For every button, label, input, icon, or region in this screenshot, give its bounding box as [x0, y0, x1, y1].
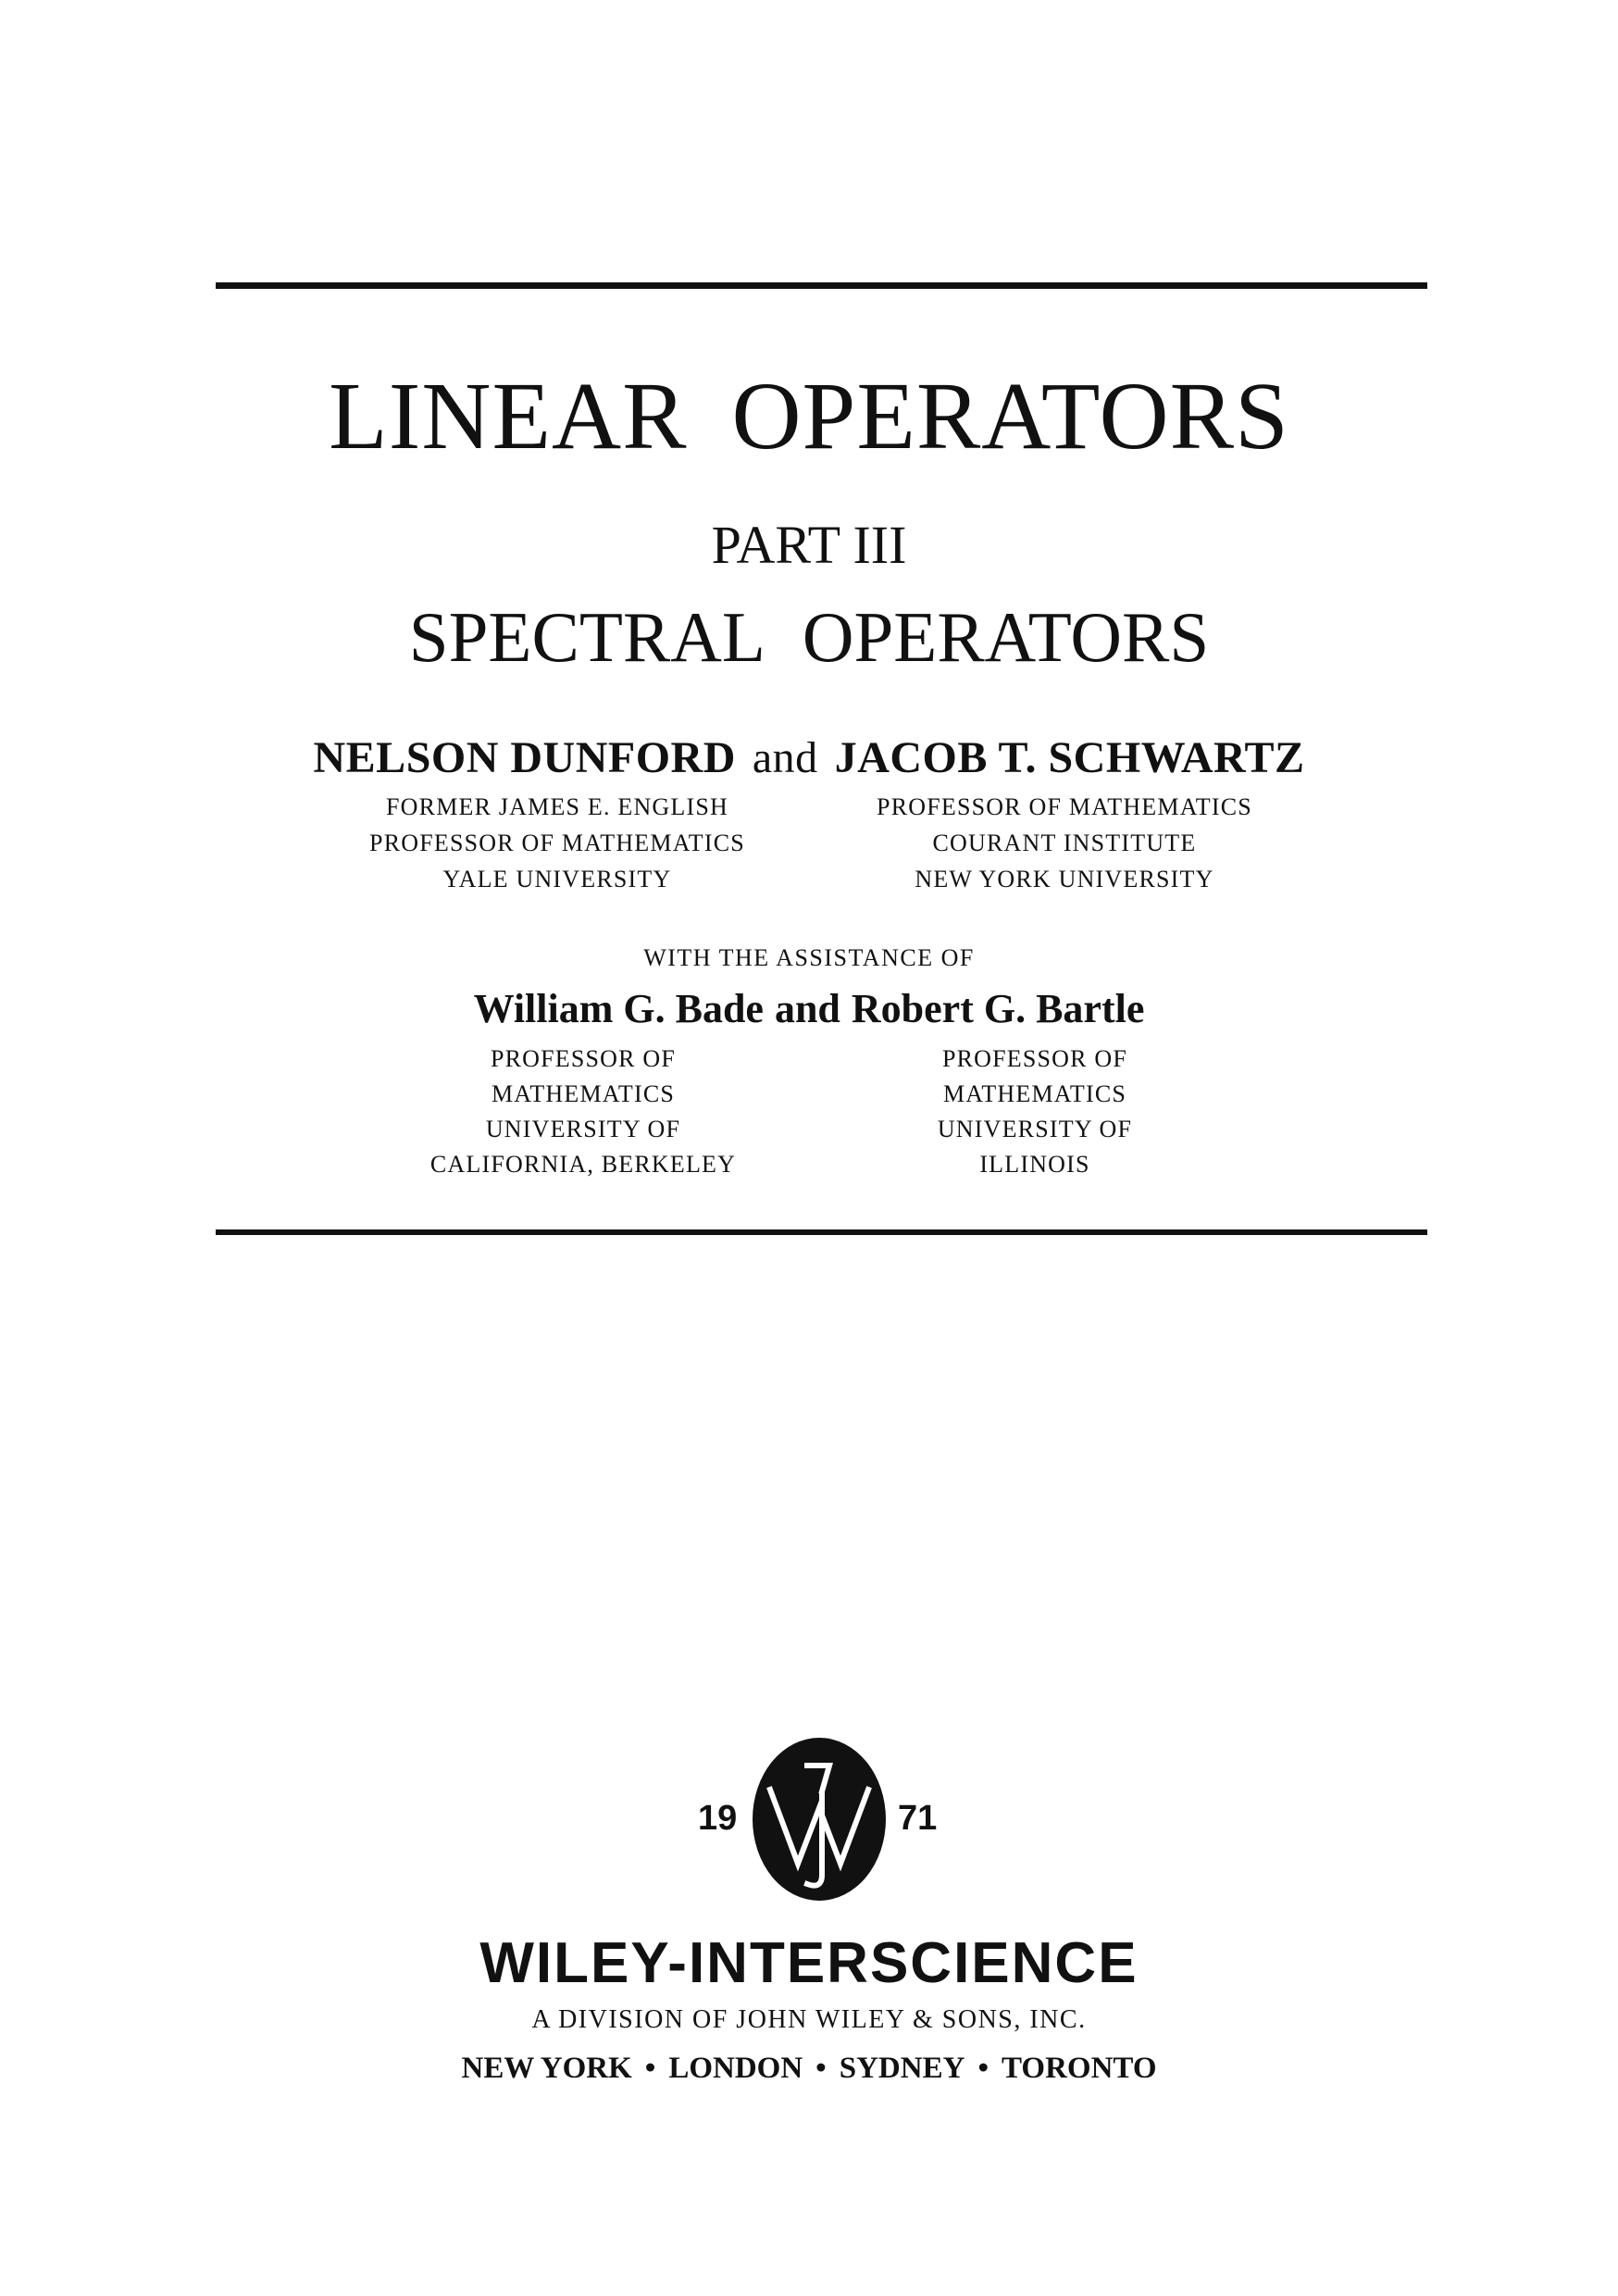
- city: LONDON: [668, 2052, 803, 2085]
- assistant-2-name: Robert G. Bartle: [851, 986, 1145, 1031]
- affiliation-line: CALIFORNIA, BERKELEY: [429, 1151, 737, 1178]
- separator-dot: •: [815, 2052, 827, 2085]
- publisher-logo-block: [648, 1736, 972, 1903]
- author-1-name: NELSON DUNFORD: [313, 733, 736, 782]
- affiliation-line: COURANT INSTITUTE: [932, 830, 1197, 856]
- publisher-division: A DIVISION OF JOHN WILEY & SONS, INC.: [531, 2005, 1087, 2034]
- publisher-name: WILEY-INTERSCIENCE: [479, 1931, 1139, 1995]
- assistants-line: [0, 986, 1618, 1031]
- city: SYDNEY: [839, 2052, 965, 2085]
- author-2-name: JACOB T. SCHWARTZ: [834, 733, 1305, 782]
- assistance-label: WITH THE ASSISTANCE OF: [643, 944, 975, 971]
- separator-dot: •: [977, 2052, 989, 2085]
- book-title: [0, 363, 1618, 469]
- city: NEW YORK: [461, 2052, 632, 2085]
- assistant-1-affiliation: [407, 1042, 759, 1182]
- book-title-word-1: LINEAR: [329, 363, 688, 469]
- affiliation-line: ILLINOIS: [979, 1151, 1090, 1178]
- affiliation-line: PROFESSOR OF: [941, 1045, 1128, 1072]
- book-title-word-2: OPERATORS: [731, 363, 1289, 469]
- wiley-logo-icon: [750, 1736, 889, 1903]
- affiliation-line: MATHEMATICS: [942, 1080, 1127, 1107]
- book-subtitle: [0, 597, 1618, 677]
- affiliation-line: PROFESSOR OF: [490, 1045, 677, 1072]
- affiliation-line: NEW YORK UNIVERSITY: [915, 866, 1214, 892]
- author-2-affiliation: [833, 789, 1296, 897]
- affiliation-line: UNIVERSITY OF: [937, 1116, 1133, 1142]
- year-left: 19: [698, 1799, 738, 1838]
- city: TORONTO: [1002, 2052, 1157, 2085]
- year-right: 71: [898, 1799, 938, 1838]
- affiliation-line: PROFESSOR OF MATHEMATICS: [877, 793, 1252, 820]
- affiliation-line: PROFESSOR OF MATHEMATICS: [369, 830, 745, 856]
- top-rule: [216, 282, 1427, 289]
- affiliation-line: YALE UNIVERSITY: [442, 866, 672, 892]
- book-subtitle-word-1: SPECTRAL: [408, 597, 765, 677]
- separator-dot: •: [644, 2052, 656, 2085]
- authors-line: [0, 733, 1618, 782]
- affiliation-line: FORMER JAMES E. ENGLISH: [386, 793, 728, 820]
- part-label: PART III: [711, 515, 907, 575]
- assistant-2-affiliation: [868, 1042, 1201, 1182]
- book-subtitle-word-2: OPERATORS: [802, 597, 1210, 677]
- author-1-affiliation: [326, 789, 789, 897]
- authors-conjunction: and: [752, 733, 818, 782]
- bottom-rule: [216, 1229, 1427, 1235]
- assistant-1-name: William G. Bade: [473, 986, 764, 1031]
- assistants-conjunction: and: [774, 986, 840, 1031]
- affiliation-line: MATHEMATICS: [491, 1080, 676, 1107]
- publisher-cities: [0, 2053, 1618, 2084]
- affiliation-line: UNIVERSITY OF: [485, 1116, 681, 1142]
